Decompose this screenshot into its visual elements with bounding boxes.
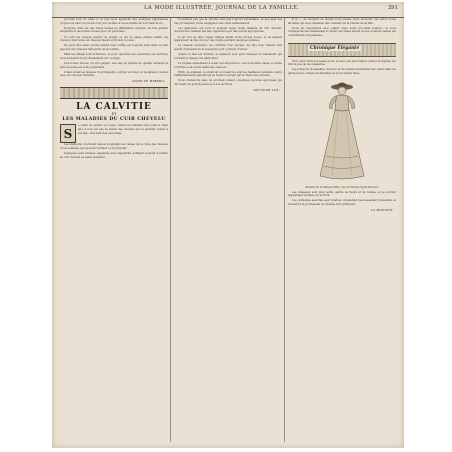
column-divider [284,18,285,442]
column-2 [174,18,282,444]
paragraph: N'oublions pas que la calvitie n'est pas toujours héréditaire, et que bien des cas proviennent d'une négligence des soins élémentaires. [174,18,282,25]
paragraph: Les pellicules, qui sont le premier signe d'une maladie du cuir chevelu, doivent être traitées dès leur apparition par des lotions appropriées. [174,26,282,34]
paragraph: Voici venir enfin les beaux jours, et avec eux les toilettes claires et légères qui font la joie de nos élégantes. [288,59,396,67]
figure-caption: Modèle de la Maison Félix, rue du Faubourg-St-Honoré. [305,185,379,189]
paragraph: Il est bon de faire usage chaque matin d'une brosse douce, et de masser légèrement la tête du bout des doigts pendant quelques minutes. [174,35,282,43]
paragraph: Les chapeaux sont plus petits, garnis de fleurs et de rubans, et se portent légèrement inclinés sur le front. [288,190,396,198]
paragraph: Enfin, le sommeil, le grand air et l'exercice sont les meilleurs remèdes contre l'affaiblissement général qui se traduit souvent par la chute des cheveux. [174,70,282,78]
article-title-connector: ET [111,112,117,117]
fashion-illustration [288,78,396,184]
paragraph: Les robes de mousseline, de linon et de batiste reprennent leur place dans les garde-robes, ornées de dentelles et de broderies fines. [288,68,396,75]
author-signature: LA MODISTE. [370,208,394,213]
article-subtitle: LES MALADIES DU CUIR CHEVELU [62,117,166,123]
column-1 [60,18,168,444]
journal-title: LA MODE ILLUSTRÉE, JOURNAL DE LA FAMILLE. [144,5,300,11]
dress-figure-icon [296,78,388,182]
paragraph: La chaleur excessive, les coiffures trop serrées, les fers trop chauds sont autant d'ennemis de la chevelure qu'il convient d'éviter. [174,44,282,51]
page-header [52,5,404,18]
paragraph: procède tout de suite à ce que nous appelons des quelques explications propres en effet ce qui est d'un jour de fête et de la toilette du soir dans la vie. [60,18,168,25]
paragraph: Il faut éviter les lavages trop fréquents, surtout en hiver, et ne jamais coucher avec les cheveux humides. [60,70,168,78]
section-header [288,43,396,57]
author-signature: ANNE DE MIREBIL. [132,79,166,84]
section-title: Chronique Élégante [310,45,360,51]
column-divider [170,18,171,442]
newspaper-page [52,2,404,448]
paragraph: Toujours, bien sur des robes tenues de différentes couleurs, de très grande simplicité et des belles choses que l'on peut faire. [60,26,168,34]
author-signature: DOCTEUR LUX. [253,88,280,93]
paragraph: Mais les détails sont nombreux, et pour répondre aux questions des lectrices nous reviendrons prochainement sur ce sujet. [60,53,168,60]
paragraph: i, selon un auteur en vogue, toutes les femmes sont jolies à vingt ans, il n'en est pas de même des cheveux qui se perdent, même à cet âge, chez bien des personnes. [78,124,168,135]
paragraph: On peut dire aussi qu'une femme bien coiffée est toujours bien mise; le soin apporté aux cheveux fait partie de la toilette. [60,44,168,51]
paragraph: Les médecins cherchent depuis longtemps les causes de la chute des cheveux et les remèdes qui peuvent l'arrêter ou la prévenir. [60,143,168,151]
paragraph: Le régime alimentaire a aussi son importance; une nourriture saine et variée contribue à la bonne santé des cheveux. [174,61,282,69]
paragraph: Quand le mal est déclaré, le médecin seul peut indiquer le traitement qui convient à chaque cas particulier. [174,53,282,60]
decorative-banner [60,87,168,99]
paragraph: Les ombrelles assorties aux toilettes complètent heureusement l'ensemble et donnent à la promenade un charme tout printanier. [288,199,396,206]
paragraph: P. S. — Au moment de mettre sous presse, nous recevons une lettre d'une abonnée qui nous demande des conseils sur la toilette de sa fille. [288,18,396,25]
paragraph: Ce sont les longues heures de plaisir, ce qui se passe chaque matin; les cheveux bien tenus en cheveux blancs et blonds le reste. [60,35,168,43]
column-3 [288,18,396,444]
drop-cap: S [60,124,76,143]
article-title: LA CALVITIE [76,102,152,113]
article-opening [60,124,168,143]
paragraph: Nous lui répondrons avec plaisir dans notre prochain numéro, et nous l'engageons dès maintenant à choisir des tissus légers et des couleurs claires qui conviennent à la jeunesse. [288,26,396,37]
paragraph: Nous donnerons dans un prochain numéro quelques recettes éprouvées qui ont rendu de grands services à nos lectrices. [174,79,282,87]
paragraph: Quelques soins simples, appliqués avec régularité, suffisent souvent à rendre au cuir chevelu sa santé première. [60,152,168,159]
page-number: 391 [387,5,398,11]
paragraph: Une bonne brosse, un bon peigne, une eau de toilette de qualité suffisent le plus souvent aux soins quotidiens. [60,61,168,69]
